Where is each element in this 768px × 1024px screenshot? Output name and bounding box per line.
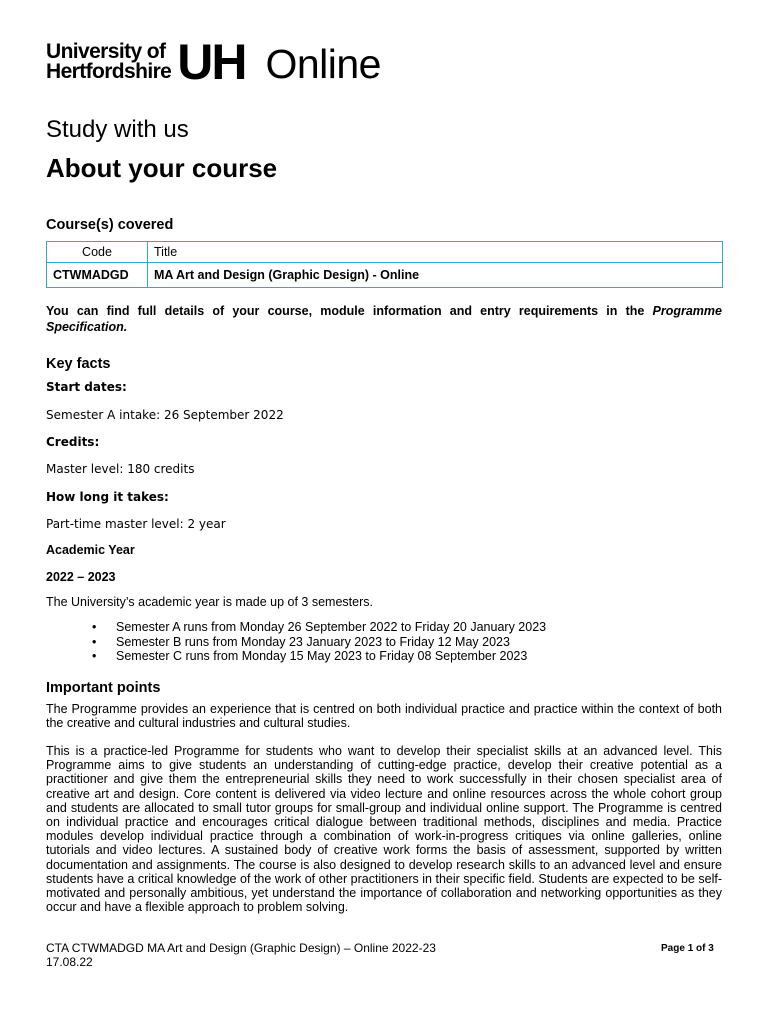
programme-spec-link: Programme Specification. <box>46 304 722 334</box>
page-prefix: Page <box>661 943 688 954</box>
duration-label: How long it takes: <box>46 490 169 504</box>
list-item <box>92 649 546 664</box>
logo-online: Online <box>265 41 381 87</box>
key-facts-heading: Key facts <box>46 356 111 372</box>
courses-table <box>46 241 723 288</box>
page-total: 3 <box>708 943 714 954</box>
academic-year-label: Academic Year <box>46 543 135 557</box>
course-code-cell: CTWMADGD <box>47 263 148 288</box>
intro-text: You can find full details of your course, module information and entry requirements in the <box>46 304 653 318</box>
start-dates-value: Semester A intake: 26 September 2022 <box>46 408 284 422</box>
semester-list <box>92 620 546 664</box>
logo-line2: Hertfordshire <box>46 60 172 83</box>
table-row <box>47 263 723 288</box>
semester-b-text: Semester B runs from Monday 23 January 2023 to Friday 12 May 2023 <box>116 634 510 649</box>
column-header-code: Code <box>47 242 148 263</box>
start-dates-label: Start dates: <box>46 380 127 394</box>
bullet-icon: • <box>92 620 97 634</box>
page-of: of <box>693 943 709 954</box>
important-paragraph-2: This is a practice-led Programme for students who want to develop their specialist skills at an advanced level. This Programme aims to give students an understanding of cutting-edge practice, develop their creative potential as a practitioner and give them the entrepreneurial skills they need to work successfully in their chosen specialist area of creative art and design. Core content is delivered via video lecture and online resources across the whole cohort group and students are allocated to small tutor groups for small-group and individual online support. The Programme is centred on individual practice and encourages critical dialogue between traditional methods, disciplines and media. Practice modules develop individual practice through a combination of work-in-progress critiques via online galleries, online tutorials and video lectures. A sustained body of creative work forms the basis of assessment, supported by written documentation and assignments. The course is also designed to develop research skills to an advanced level and ensure students have a critical knowledge of the work of other practitioners in their specific field. Students are expected to be self-motivated and personally ambitious, yet understand the importance of collaboration and networking opportunities as they occur and have a flexible approach to problem solving. <box>46 744 722 915</box>
footer-reference <box>46 941 436 969</box>
academic-year-value: 2022 – 2023 <box>46 570 116 584</box>
footer-date: 17.08.22 <box>46 955 93 969</box>
semester-c-text: Semester C runs from Monday 15 May 2023 to Friday 08 September 2023 <box>116 649 528 663</box>
page-number <box>661 943 714 954</box>
important-points-heading: Important points <box>46 680 161 696</box>
semester-a-text: Semester A runs from Monday 26 September 2022 to Friday 20 January 2023 <box>116 620 547 634</box>
footer-line1: CTA CTWMADGD MA Art and Design (Graphic Design) – Online 2022-23 <box>46 941 436 955</box>
list-item <box>92 635 546 650</box>
page-title: About your course <box>46 153 278 183</box>
logo-uh: UH <box>177 34 246 90</box>
academic-year-note: The University’s academic year is made up of 3 semesters. <box>46 595 373 609</box>
university-logo <box>46 34 381 90</box>
bullet-icon: • <box>92 634 97 649</box>
duration-value: Part-time master level: 2 year <box>46 517 226 531</box>
programme-spec-note <box>46 303 722 335</box>
list-item <box>92 620 546 635</box>
logo-line1: University of <box>46 40 166 63</box>
credits-value: Master level: 180 credits <box>46 462 195 476</box>
column-header-title: Title <box>148 242 723 263</box>
page-kicker: Study with us <box>46 116 189 143</box>
course-title-cell: MA Art and Design (Graphic Design) - Online <box>148 263 723 288</box>
page-current: 1 <box>687 943 694 954</box>
bullet-icon: • <box>92 649 97 663</box>
table-header-row <box>47 242 723 263</box>
important-paragraph-1: The Programme provides an experience that is centred on both individual practice and practice within the context of both the creative and cultural industries and cultural studies. <box>46 702 722 731</box>
logo-wordmark <box>46 42 171 82</box>
credits-label: Credits: <box>46 435 100 449</box>
courses-heading: Course(s) covered <box>46 217 174 233</box>
